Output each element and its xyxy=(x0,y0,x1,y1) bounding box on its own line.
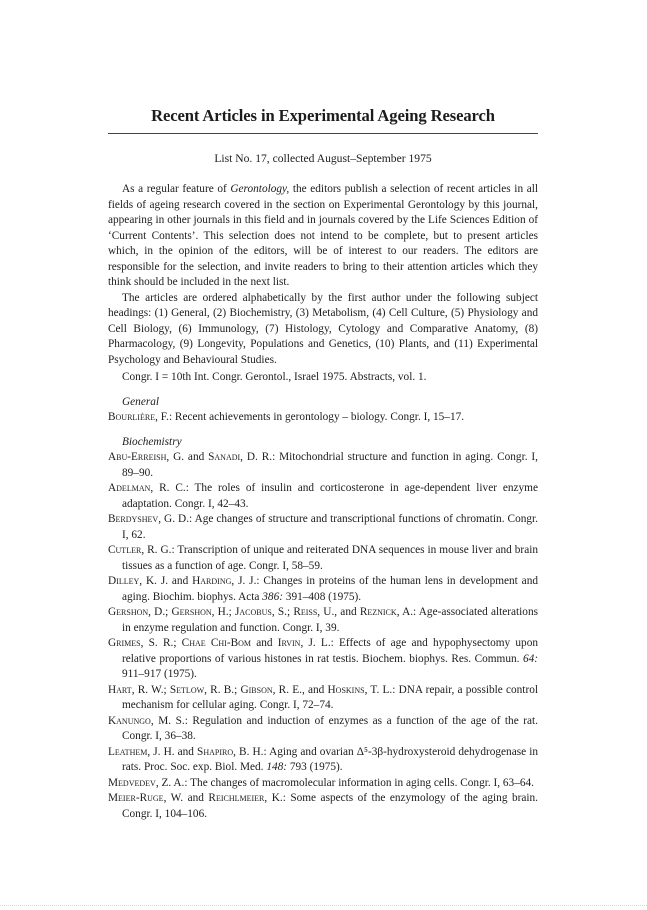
author-name: Irvin xyxy=(277,637,301,649)
author-name: Chae Chi-Bom xyxy=(181,637,252,649)
reference-text: , J. H. and xyxy=(147,745,198,758)
author-name: Abu-Erreish xyxy=(108,451,167,463)
author-name: Harding xyxy=(192,575,232,587)
author-name: Reznick xyxy=(359,606,397,618)
reference-text: , B. H.: Aging and ovarian Δ⁵-3β-hydroxysteroid dehydrogenase in rats. Proc. Soc. exp. Biol. Med. xyxy=(122,745,539,773)
reference-text: , U., and xyxy=(317,606,360,618)
reference-entry xyxy=(108,636,538,683)
author-name: Dilley xyxy=(108,575,140,587)
reference-text: , H.; xyxy=(211,606,235,618)
congress-abbreviation-note: Congr. I = 10th Int. Congr. Gerontol., Israel 1975. Abstracts, vol. 1. xyxy=(122,371,427,383)
intro-paragraph-1 xyxy=(108,182,538,291)
author-name: Cutler xyxy=(108,544,142,556)
section-heading-biochemistry: Biochemistry xyxy=(122,435,182,448)
reference-text: , R. B.; xyxy=(204,683,241,696)
reference-entry xyxy=(108,683,538,714)
author-name: Gershon xyxy=(171,606,212,618)
volume-number: 64: xyxy=(522,652,538,665)
reference-text: , R. W.; xyxy=(131,683,170,696)
reference-text: , F.: Recent achievements in gerontology – biology. Congr. I, 15–17. xyxy=(155,411,465,423)
reference-text: , G. D.: Age changes of structure and transcriptional functions of chromatin. Congr. I, 62. xyxy=(122,513,538,541)
reference-text: , K.: Some aspects of the enzymology of the aging brain. Congr. I, 104–106. xyxy=(122,792,538,820)
reference-text: , G. and xyxy=(166,451,209,463)
reference-text: , R. E., and xyxy=(272,683,328,696)
author-name: Grimes xyxy=(108,637,141,649)
volume-number: 148: xyxy=(266,761,288,773)
reference-entry xyxy=(108,745,538,776)
author-name: Bourlière xyxy=(108,411,156,423)
author-name: Reichlmeier xyxy=(208,792,265,804)
reference-text: , A.: Age-associated alterations in enzyme regulation and function. Congr. I, 39. xyxy=(122,606,539,634)
author-name: Gibson xyxy=(240,683,273,696)
reference-text: , R. C.: The roles of insulin and corticosterone in age-dependent liver enzyme adaptation. Congr. I, 42–43. xyxy=(122,482,538,510)
reference-text: , W. and xyxy=(163,792,209,804)
reference-text: , Z. A.: The changes of macromolecular information in aging cells. Congr. I, 63–64. xyxy=(155,776,534,789)
author-name: Meier-Ruge xyxy=(108,792,164,804)
reference-text: and xyxy=(251,637,278,649)
reference-entry xyxy=(108,714,538,745)
intro-text: As a regular feature of xyxy=(122,183,231,195)
reference-entry xyxy=(108,605,538,636)
reference-text: 391–408 (1975). xyxy=(282,590,362,603)
list-info: List No. 17, collected August–September 1975 xyxy=(214,152,432,165)
reference-entry xyxy=(108,791,538,822)
reference-text: , R. G.: Transcription of unique and reiterated DNA sequences in mouse liver and brain tissues as a function of age. Congr. I, 58–59. xyxy=(122,544,538,572)
reference-text: , D.; xyxy=(148,606,172,618)
author-name: Hart xyxy=(108,683,132,696)
page-title: Recent Articles in Experimental Ageing Research xyxy=(151,106,495,125)
title-divider xyxy=(108,133,538,134)
author-name: Reiss xyxy=(293,606,318,618)
reference-entry xyxy=(108,450,538,481)
volume-number: 386: xyxy=(262,590,283,603)
reference-text: 793 (1975). xyxy=(287,761,343,773)
reference-text: , T. L.: DNA repair, a possible control mechanism for cellular aging. Congr. I, 72–74. xyxy=(122,683,538,711)
author-name: Shapiro xyxy=(197,745,234,758)
reference-text: 911–917 (1975). xyxy=(122,668,197,680)
scan-edge-line xyxy=(0,905,647,906)
author-name: Adelman xyxy=(108,482,151,494)
reference-text: , S.; xyxy=(271,606,294,618)
reference-entry xyxy=(108,574,538,605)
reference-text: , J. L.: Effects of age and hypophysectomy upon relative proportions of various histones in rat testis. Biochem. biophys. Res. Commun. xyxy=(122,637,538,665)
author-name: Hoskins xyxy=(327,683,365,696)
journal-name: Gerontology, xyxy=(230,183,290,195)
author-name: Jacobus xyxy=(235,606,272,618)
section-heading-general: General xyxy=(122,395,160,408)
author-name: Berdyshev xyxy=(108,513,159,525)
intro-paragraph-2: The articles are ordered alphabetically by the first author under the following subject headings: (1) General, (2) Biochemistry, (3) Metabolism, (4) Cell Culture, (5) Physiology and Cell Biology, (6) Immunology, (7) Histology, Cytology and Comparative Anatomy, (8) Pharmacology, (9) Longevity, Populations and Genetics, (10) Plants, and (11) Experimental Psychology and Behavioural Studies. xyxy=(108,291,538,366)
author-name: Gershon xyxy=(108,606,149,618)
intro-text: the editors publish a selection of recent articles in all fields of ageing research covered in the section on Experimental Gerontology by this journal, appearing in other journals in this field and in journals covered by the Life Sciences Edition of ‘Current Contents’. This selection does not intend to be complete, but to present articles which, in the opinion of the editors, will be of interest to our readers. The editors are responsible for the selection, and invite readers to bring to their attention articles which they think should be included in the next list. xyxy=(108,183,538,288)
reference-text: , J. J.: Changes in proteins of the human lens in development and aging. Biochim. biophys. Acta xyxy=(122,575,538,603)
reference-text: , K. J. and xyxy=(139,575,193,587)
reference-entry xyxy=(108,776,538,792)
reference-entry xyxy=(108,410,538,426)
article-body xyxy=(108,182,538,822)
author-name: Setlow xyxy=(169,683,205,696)
reference-entry xyxy=(108,481,538,512)
author-name: Kanungo xyxy=(108,714,151,727)
reference-entry xyxy=(108,512,538,543)
author-name: Leathem xyxy=(108,745,148,758)
reference-text: , M. S.: Regulation and induction of enzymes as a function of the age of the rat. Congr. I, 36–38. xyxy=(122,714,538,742)
reference-text: , S. R.; xyxy=(140,637,182,649)
reference-text: , D. R.: Mitochondrial structure and function in aging. Congr. I, 89–90. xyxy=(122,451,538,479)
author-name: Sanadi xyxy=(208,451,241,463)
author-name: Medvedev xyxy=(108,776,156,789)
reference-entry xyxy=(108,543,538,574)
